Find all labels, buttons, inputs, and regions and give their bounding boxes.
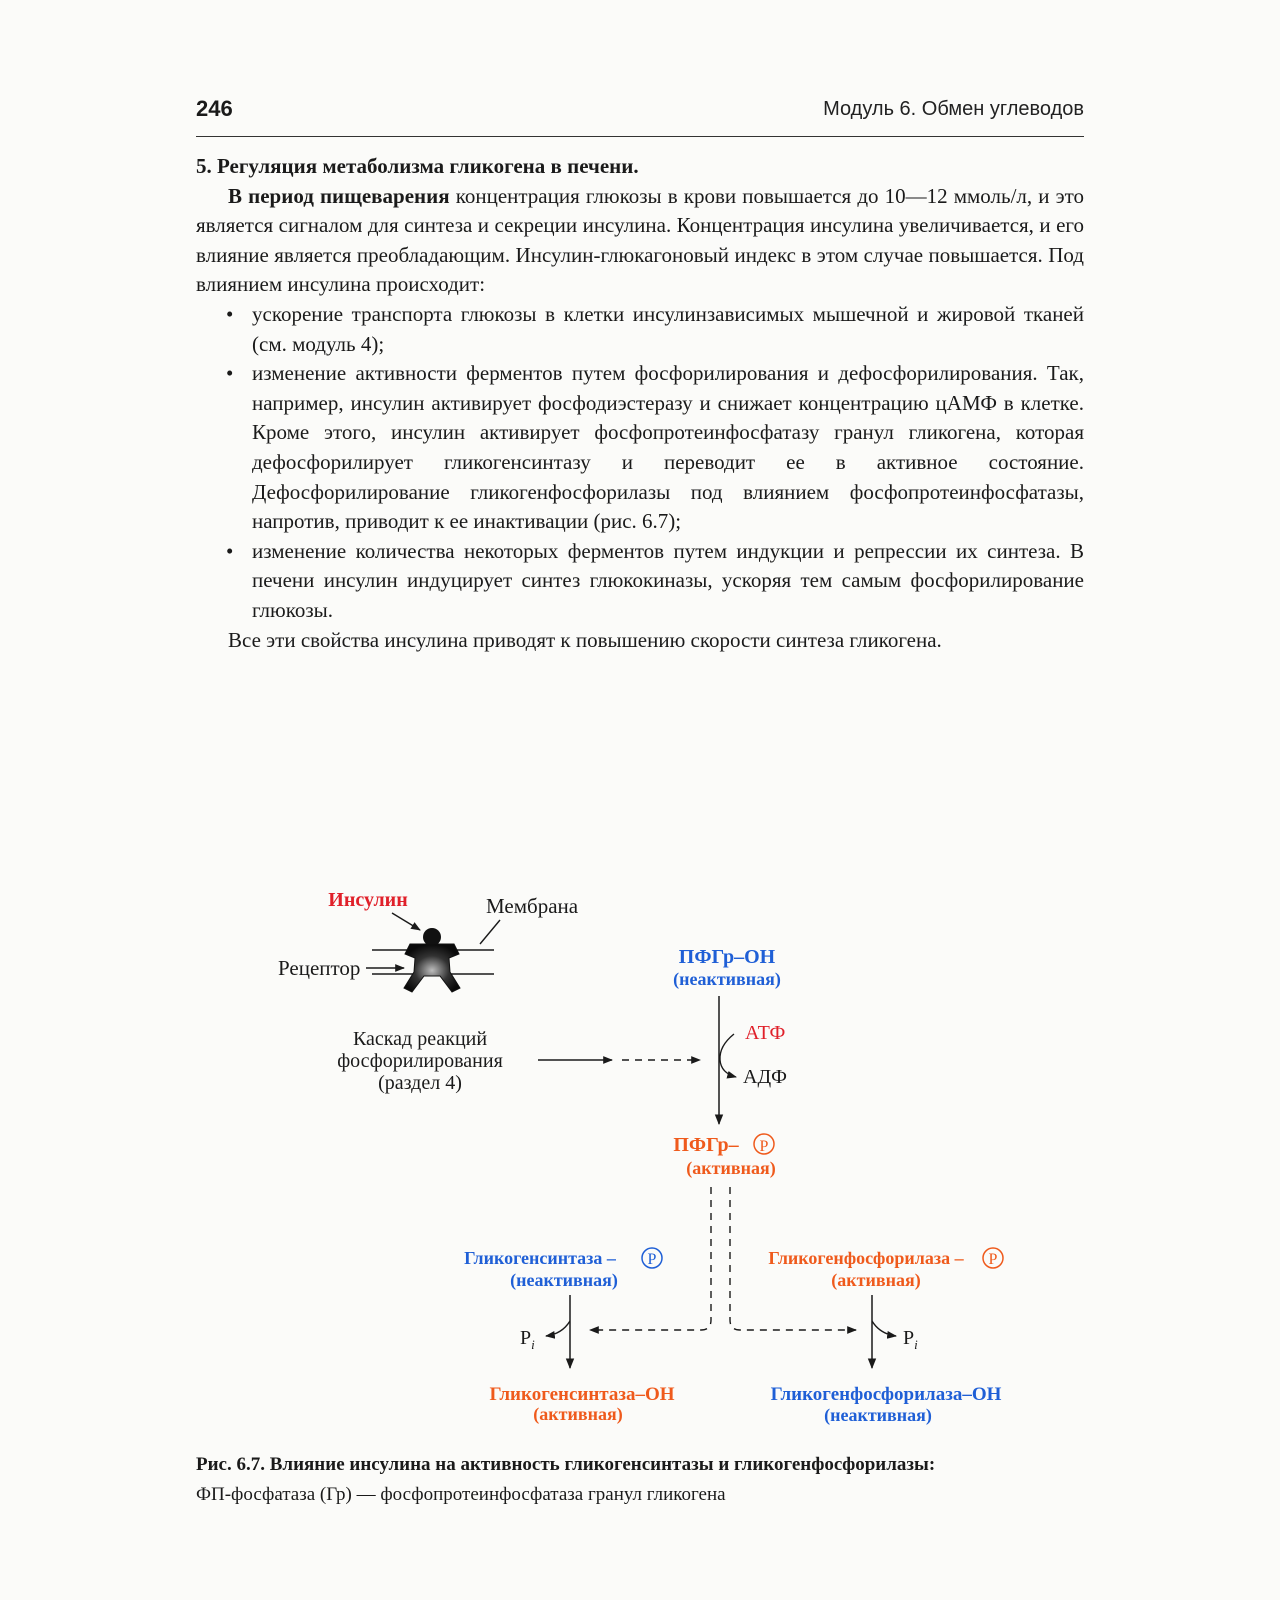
phosphate-symbol: P bbox=[647, 1251, 657, 1268]
gp-p-label: Гликогенфосфорилаза – bbox=[768, 1248, 964, 1268]
caption-note: ФП-фосфатаза (Гр) — фосфопротеинфосфатаза гранул гликогена bbox=[196, 1484, 726, 1505]
gs-p-state: (неактивная) bbox=[510, 1270, 618, 1290]
insulin-label: Инсулин bbox=[328, 889, 408, 911]
running-title: Модуль 6. Обмен углеводов bbox=[823, 98, 1084, 120]
pfgr-p-label: ПФГр– bbox=[673, 1134, 739, 1156]
pfgr-oh-label: ПФГр–ОН bbox=[678, 946, 776, 968]
pi-release-arrow-left bbox=[546, 1321, 570, 1336]
pfgr-oh-state: (неактивная) bbox=[673, 969, 781, 989]
phosphate-symbol: P bbox=[988, 1251, 998, 1268]
gs-oh-state: (активная) bbox=[533, 1404, 623, 1424]
gp-oh-state: (неактивная) bbox=[824, 1405, 932, 1425]
gs-oh-label: Гликогенсинтаза–ОН bbox=[489, 1384, 675, 1405]
cascade-line-3: (раздел 4) bbox=[378, 1072, 462, 1094]
gp-oh-label: Гликогенфосфорилаза–ОН bbox=[770, 1384, 1002, 1405]
receptor-label: Рецептор bbox=[278, 956, 361, 980]
section-title: 5. Регуляция метаболизма гликогена в печени. bbox=[196, 154, 639, 178]
pi-label-left: $P_i$ bbox=[520, 1327, 535, 1352]
gs-p-label: Гликогенсинтаза – bbox=[464, 1248, 616, 1268]
pfgr-p-state: (активная) bbox=[686, 1158, 776, 1178]
phosphate-symbol: P bbox=[759, 1138, 769, 1155]
cascade-line-2: фосфорилирования bbox=[337, 1050, 503, 1072]
conclusion-paragraph: Все эти свойства инсулина приводят к повышению скорости синтеза гликогена. bbox=[228, 627, 942, 652]
list-item: • изменение активности ферментов путем фосфорилирования и дефосфорилирования. Так, например, инсулин активирует фосфодиэстеразу и снижает концентрацию цАМФ в клетке. Кроме этого, инсулин активирует фосфопротеинфосфатазу гранул гликогена, которая дефосфорилирует гликогенсинтазу и переводит ее в активное состояние. Дефосфорилирование гликогенфосфорилазы под влиянием фосфопротеинфосфатазы, напротив, приводит к ее инактивации (рис. 6.7); bbox=[252, 359, 1084, 537]
list-item: • изменение количества некоторых ферментов путем индукции и репрессии их синтеза. В печени инсулин индуцирует синтез глюкокиназы, ускоряя тем самым фосфорилирование глюкозы. bbox=[252, 537, 1084, 626]
page-number: 246 bbox=[196, 96, 233, 121]
receptor-icon bbox=[404, 928, 460, 992]
figure-caption bbox=[196, 1450, 1084, 1510]
list-item: • ускорение транспорта глюкозы в клетки инсулинзависимых мышечной и жировой тканей (см. модуль 4); bbox=[252, 300, 1084, 359]
atp-label: АТФ bbox=[745, 1022, 786, 1044]
caption-title: Рис. 6.7. Влияние инсулина на активность гликогенсинтазы и гликогенфосфорилазы: bbox=[196, 1454, 936, 1475]
intro-bold: В период пищеварения bbox=[228, 183, 450, 208]
insulin-arrow bbox=[392, 913, 420, 930]
cascade-line-1: Каскад реакций bbox=[352, 1028, 488, 1050]
pi-label-right: $P_i$ bbox=[903, 1327, 918, 1352]
atp-adp-arrow bbox=[720, 1034, 736, 1077]
membrane-pointer bbox=[480, 920, 500, 944]
gp-p-state: (активная) bbox=[831, 1270, 921, 1290]
adp-label: АДФ bbox=[743, 1066, 787, 1088]
pi-release-arrow-right bbox=[872, 1321, 896, 1336]
membrane-label: Мембрана bbox=[486, 894, 579, 918]
intro-text: концентрация глюкозы в крови повышается до 10—12 ммоль/л, и это является сигналом для синтеза и секреции инсулина. Концентрация инсулина увеличивается, и его влияние является преобладающим. Инсулин-глюкагоновый индекс в этом случае повышается. Под влиянием инсулина происходит: bbox=[196, 183, 1084, 297]
